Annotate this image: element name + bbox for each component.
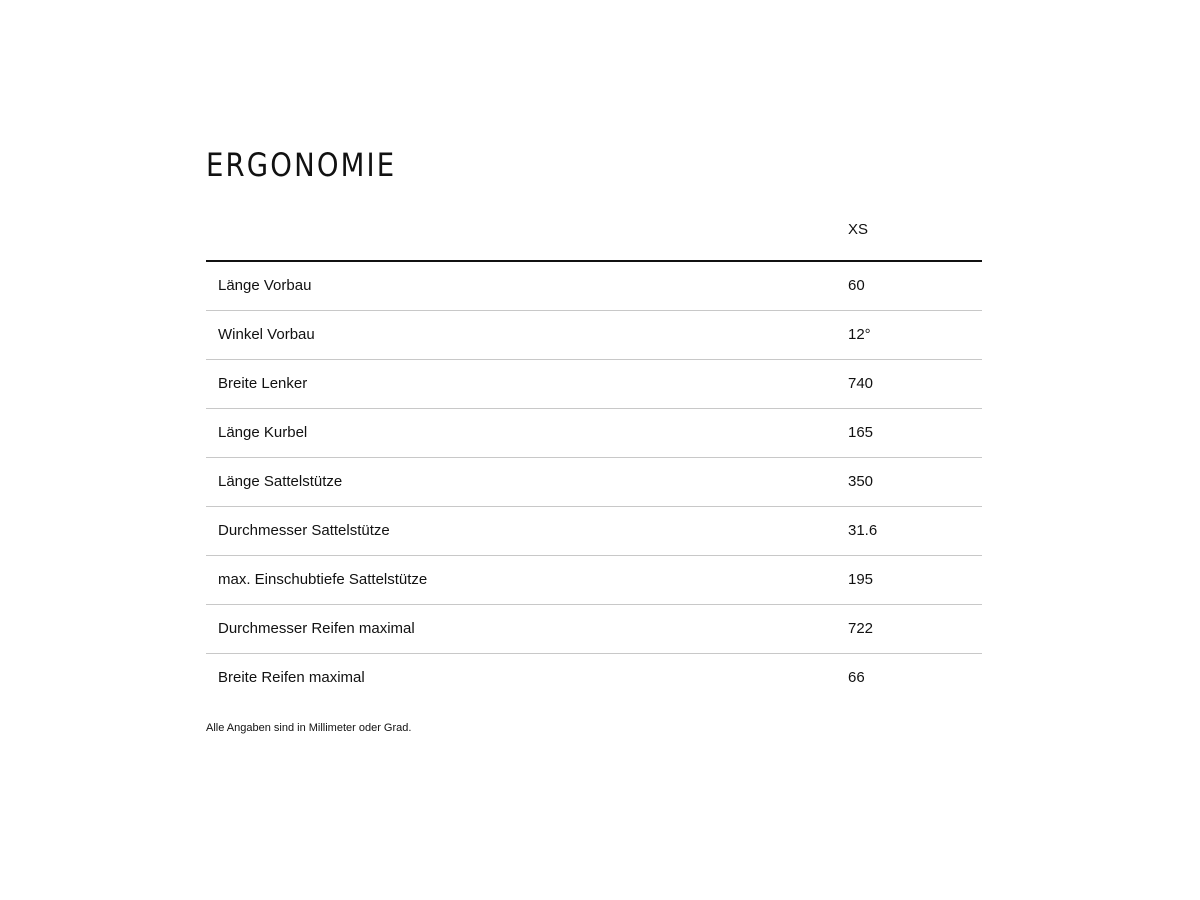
table-row <box>206 457 982 506</box>
table-row <box>206 555 982 604</box>
row-value: 31.6 <box>836 506 982 555</box>
label-column-header <box>206 218 836 261</box>
table-row <box>206 653 982 702</box>
row-label: Winkel Vorbau <box>206 310 836 359</box>
row-label: Breite Reifen maximal <box>218 669 365 687</box>
table-row <box>206 604 982 653</box>
row-label: Durchmesser Reifen maximal <box>206 604 836 653</box>
row-value: 195 <box>836 555 982 604</box>
table-header-row <box>206 218 982 261</box>
row-label: max. Einschubtiefe Sattelstütze <box>206 555 836 604</box>
geometry-table <box>206 218 982 702</box>
row-value: 165 <box>836 408 982 457</box>
row-value: 12° <box>836 310 982 359</box>
row-value: 350 <box>836 457 982 506</box>
row-value: 722 <box>836 604 982 653</box>
table-row <box>206 359 982 408</box>
table-row <box>206 310 982 359</box>
ergonomics-section <box>206 145 982 734</box>
row-value: 66 <box>848 669 865 687</box>
row-label: Länge Sattelstütze <box>206 457 836 506</box>
table-row <box>206 506 982 555</box>
row-label: Länge Kurbel <box>206 408 836 457</box>
section-title: ERGONOMIE <box>206 146 397 184</box>
table-row <box>206 261 982 310</box>
row-label: Breite Lenker <box>206 359 836 408</box>
units-footnote: Alle Angaben sind in Millimeter oder Grad. <box>206 722 412 734</box>
row-label: Durchmesser Sattelstütze <box>206 506 836 555</box>
size-column-header-xs: XS <box>836 218 982 261</box>
row-value: 740 <box>836 359 982 408</box>
row-label: Länge Vorbau <box>206 261 836 310</box>
row-value: 60 <box>836 261 982 310</box>
table-row <box>206 408 982 457</box>
